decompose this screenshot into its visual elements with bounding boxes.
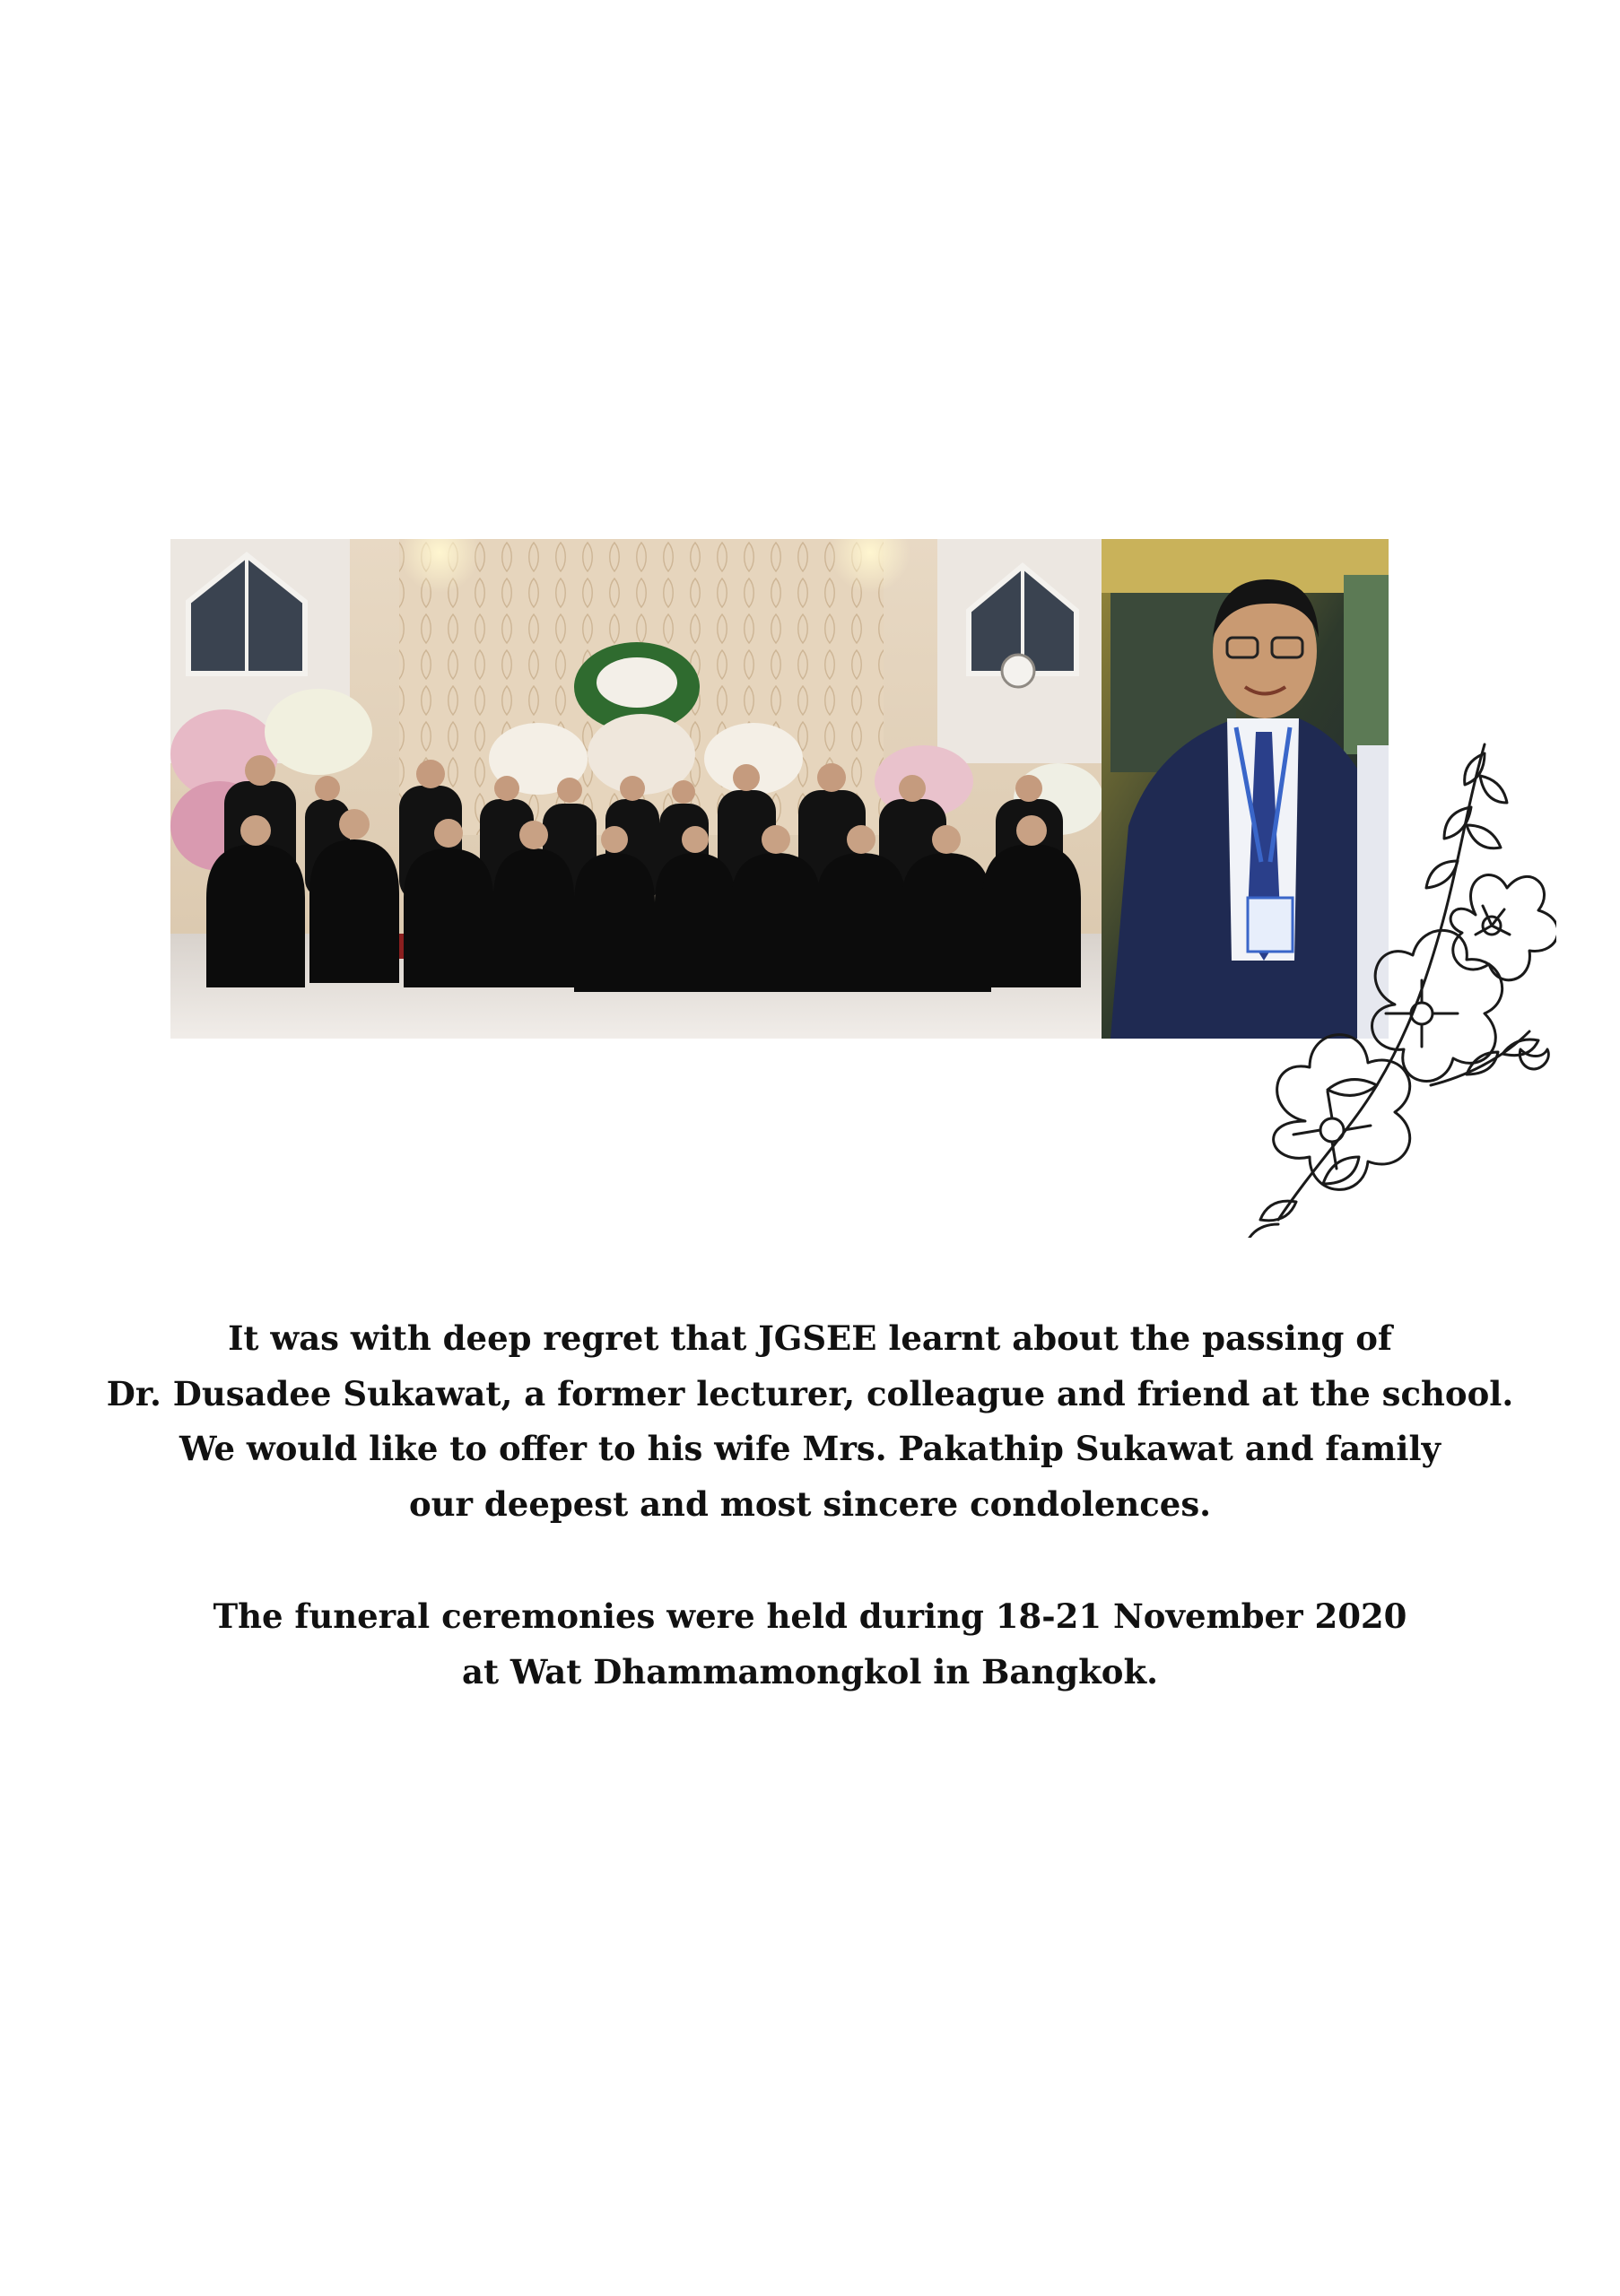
message-line-3: We would like to offer to his wife Mrs. Pakathip Sukawat and family — [179, 1429, 1441, 1468]
message-line-1: It was with deep regret that JGSEE learnt about the passing of — [228, 1318, 1392, 1358]
funeral-info — [81, 1589, 1539, 1700]
group-photo-image — [170, 539, 1102, 1039]
funeral-line-2: at Wat Dhammamongkol in Bangkok. — [461, 1651, 1158, 1692]
floral-ornament — [1198, 735, 1556, 1238]
group-photo — [170, 539, 1102, 1039]
message-line-2: Dr. Dusadee Sukawat, a former lecturer, colleague and friend at the school. — [106, 1373, 1514, 1413]
funeral-line-1: The funeral ceremonies were held during 18-21 November 2020 — [213, 1596, 1407, 1636]
message-line-4: our deepest and most sincere condolences. — [408, 1483, 1212, 1524]
condolence-message — [81, 1311, 1539, 1532]
floral-ornament-icon — [1198, 735, 1556, 1238]
